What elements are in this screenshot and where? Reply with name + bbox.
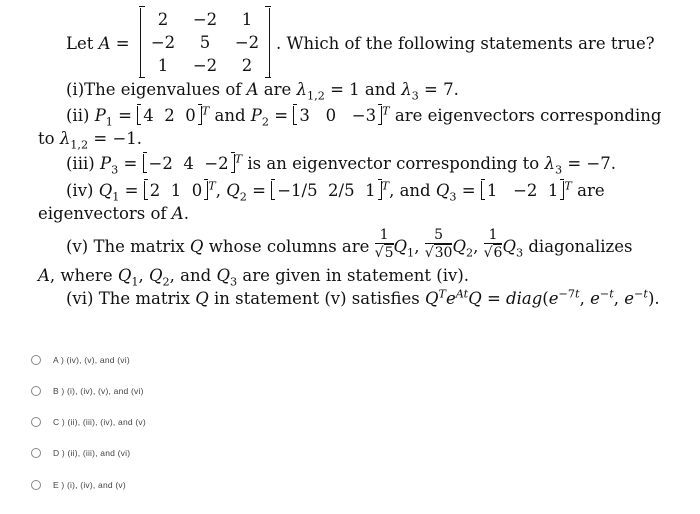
option-b[interactable] xyxy=(31,384,144,398)
matrix-cell: 2 xyxy=(241,56,253,75)
matrix-cell: −2 xyxy=(150,33,176,52)
matrix-cell: 2 xyxy=(157,10,169,29)
statement-ii: (ii) $P_1 = 4$ 2 0 $^T$ and $P_2 = 3$ 0 −3 $^T$ are eigenvectors corresponding xyxy=(66,104,662,129)
option-a[interactable] xyxy=(31,353,130,367)
answer-options xyxy=(0,340,700,514)
matrix-cell: 1 xyxy=(241,10,253,29)
statement-iv: (iv) $Q_1 = 2$ 1 0 $^T$, $Q_2 = -1/5$ 2/5 1 $^T$, and $Q_3 = 1 -2$ 1 $^T$ are xyxy=(66,179,605,204)
option-label: C ) (ii), (iii), (iv), and (v) xyxy=(53,417,146,427)
let-a-label: Let A = xyxy=(66,34,130,53)
radio-button[interactable] xyxy=(31,480,41,490)
statement-i: (i)The eigenvalues of A are $\lambda_{1,2} = 1$ and $\lambda_3 = 7$. xyxy=(66,80,459,103)
radio-button[interactable] xyxy=(31,417,41,427)
question-prompt: . Which of the following statements are true? xyxy=(276,34,655,53)
option-c[interactable] xyxy=(31,415,146,429)
matrix-a xyxy=(140,8,270,78)
statement-iv-continued: eigenvectors of A. xyxy=(38,204,189,223)
matrix-cell: −2 xyxy=(192,56,218,75)
option-label: D ) (ii), (iii), and (vi) xyxy=(53,448,131,458)
statement-v: (v) The matrix Q whose columns are $\frac{1}{√5}$ $Q_1$, $\frac{5}{√30}$ $Q_2$, $\frac{1}{√6}$ $Q_3$ diagonalizes xyxy=(66,227,633,261)
radio-button[interactable] xyxy=(31,355,41,365)
option-label: B ) (i), (iv), (v), and (vi) xyxy=(53,386,144,396)
option-label: E ) (i), (iv), and (v) xyxy=(53,480,126,490)
statement-vi: (vi) The matrix Q in statement (v) satisfies $Q^Te^{At}Q$ = $diag(e^{-7t}$, $e^{-t}$, $e^{-t}$). xyxy=(66,287,660,308)
option-d[interactable] xyxy=(31,446,130,460)
option-label: A ) (iv), (v), and (vi) xyxy=(53,355,130,365)
option-e[interactable] xyxy=(31,478,126,492)
matrix-cell: 5 xyxy=(199,33,211,52)
matrix-cell: −2 xyxy=(192,10,218,29)
radio-button[interactable] xyxy=(31,386,41,396)
matrix-cell: 1 xyxy=(157,56,169,75)
radio-button[interactable] xyxy=(31,448,41,458)
matrix-cell: −2 xyxy=(234,33,260,52)
statement-v-continued: A, where $Q_1$, $Q_2$, and $Q_3$ are given in statement (iv). xyxy=(38,266,469,289)
statement-iii: (iii) $P_3 = -2$ 4 −2 $^T$ is an eigenvector corresponding to $\lambda_3 = -7$. xyxy=(66,152,616,177)
statement-ii-continued: to $\lambda_{1,2} = -1$. xyxy=(38,129,143,152)
